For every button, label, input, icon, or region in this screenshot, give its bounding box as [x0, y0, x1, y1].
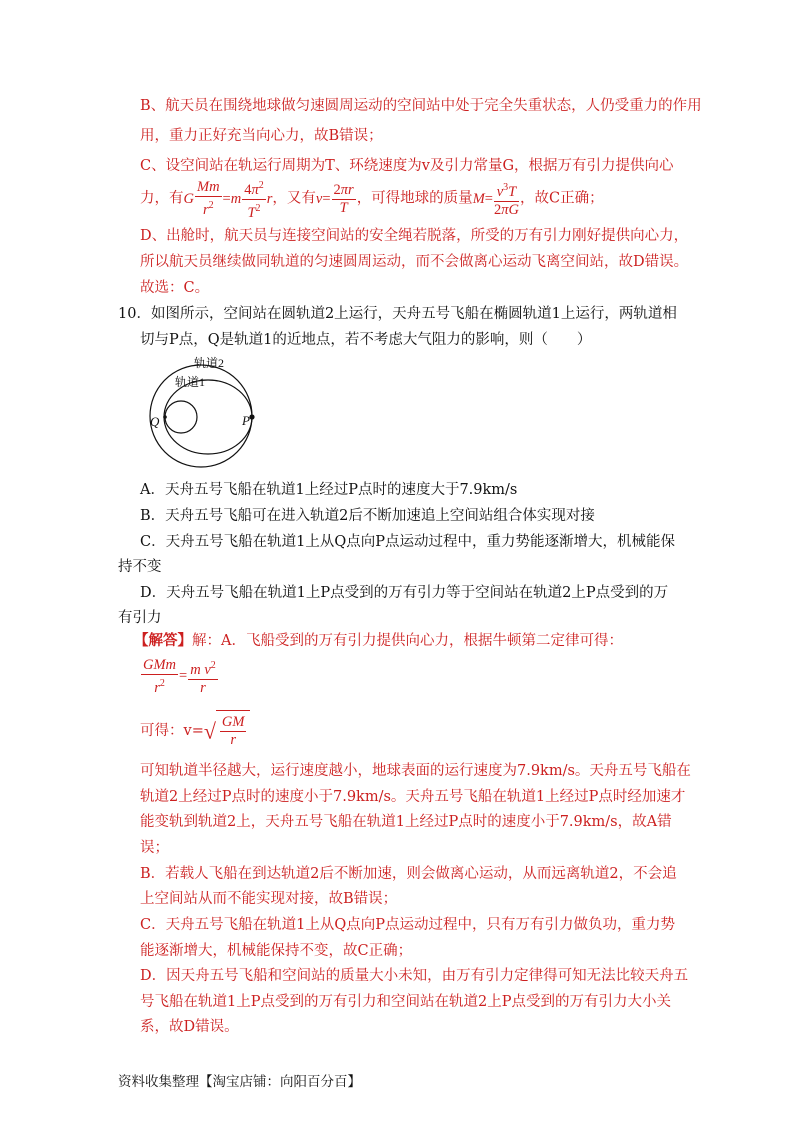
answer-c-formula-mid: ，又有 — [272, 190, 316, 207]
answer-a-intro — [134, 631, 623, 651]
speed-result-line — [140, 710, 250, 752]
question-line2: 切与P点，Q是轨道1的近地点，若不考虑大气阻力的影响，则（ ） — [140, 332, 592, 348]
option-d-line1: D．天舟五号飞船在轨道1上P点受到的万有引力等于空间站在轨道2上P点受到的万 — [140, 585, 669, 601]
orbit-1-label: 轨道1 — [175, 375, 206, 389]
mass-formula: M= $\frac{v^3T}{2\pi G}$ — [473, 191, 520, 207]
answer-c-formula-pre: 力，有 — [140, 190, 184, 207]
answer-c-q10-line2: 能逐渐增大，机械能保持不变，故C正确； — [140, 943, 413, 959]
option-a: A．天舟五号飞船在轨道1上经过P点时的速度大于7.9km/s — [140, 482, 518, 498]
answer-a-line1: 解：A．飞船受到的万有引力提供向心力，根据牛顿第二定律可得： — [192, 633, 623, 649]
answer-b-line1: B、航天员在围绕地球做匀速圆周运动的空间站中处于完全失重状态，人仍受重力的作用 — [140, 98, 702, 114]
q-label: Q — [150, 414, 160, 429]
answer-a-line2: 可知轨道半径越大，运行速度越小，地球表面的运行速度为7.9km/s。天舟五号飞船在 — [140, 763, 691, 779]
orbit-diagram — [138, 353, 264, 468]
velocity-formula: v= $\frac{2\pi r}{T}$ — [315, 181, 354, 216]
option-d-line2: 有引力 — [118, 610, 162, 626]
page-footer: 资料收集整理【淘宝店铺：向阳百分百】 — [118, 1074, 361, 1090]
answer-a-line5: 误； — [140, 840, 169, 856]
answer-c-formula-mid2: ，可得地球的质量 — [356, 190, 473, 207]
answer-d-line1: D、出舱时，航天员与连接空间站的安全绳若脱落，所受的万有引力刚好提供向心力， — [140, 228, 689, 244]
answer-kede: 可得：v= — [140, 722, 204, 739]
answer-d-q10-line3: 系，故D错误。 — [140, 1019, 239, 1035]
answer-tag: 【解答】 — [134, 632, 192, 649]
answer-a-line3: 轨道2上经过P点时的速度小于7.9km/s。天舟五号飞船在轨道1上经过P点时经加速才 — [140, 789, 686, 805]
answer-b-line2: 用，重力正好充当向心力，故B错误； — [140, 128, 383, 144]
point-p — [249, 414, 254, 419]
option-c-line2: 持不变 — [118, 559, 162, 575]
question-line1: 10．如图所示，空间站在圆轨道2上运行，天舟五号飞船在椭圆轨道1上运行，两轨道相 — [118, 306, 677, 322]
answer-a-line4: 能变轨到轨道2上，天舟五号飞船在轨道1上经过P点时的速度小于7.9km/s，故A错 — [140, 814, 672, 830]
answer-b-q10-line1: B．若载人飞船在到达轨道2后不断加速，则会做离心运动，从而远离轨道2，不会追 — [140, 866, 677, 882]
speed-sqrt-formula: √ $\frac{GM}{r}$ — [204, 710, 251, 752]
orbit-1-ellipse — [164, 380, 252, 454]
point-q — [163, 415, 167, 419]
newton-law-formula: $\frac{\text{GMm}}{r^2}$ = $\frac{m v^2}{r}$ — [143, 656, 216, 696]
answer-c-q10-line1: C．天舟五号飞船在轨道1上从Q点向P点运动过程中，只有万有引力做负功，重力势 — [140, 917, 675, 933]
answer-c-formula-line — [140, 177, 604, 222]
answer-choice: 故选：C。 — [140, 280, 210, 296]
answer-d-q10-line1: D．因天舟五号飞船和空间站的质量大小未知，由万有引力定律得可知无法比较天舟五 — [140, 968, 689, 984]
option-b: B．天舟五号飞船可在进入轨道2后不断加速追上空间站组合体实现对接 — [140, 508, 595, 524]
answer-c-formula-end: ，故C正确； — [519, 190, 604, 207]
answer-c-line1: C、设空间站在轨运行周期为T、环绕速度为v及引力常量G，根据万有引力提供向心 — [140, 158, 674, 174]
gravitation-formula: G $\frac{Mm}{r^2}$ =m $\frac{4\pi^2}{T^2}$ r — [184, 191, 273, 207]
option-c-line1: C．天舟五号飞船在轨道1上从Q点向P点运动过程中，重力势能逐渐增大，机械能保 — [140, 534, 675, 550]
p-label: P — [242, 413, 250, 428]
orbit-2-label: 轨道2 — [194, 356, 225, 370]
answer-b-q10-line2: 上空间站从而不能实现对接，故B错误； — [140, 891, 398, 907]
answer-d-q10-line2: 号飞船在轨道1上P点受到的万有引力和空间站在轨道2上P点受到的万有引力大小关 — [140, 994, 671, 1010]
answer-d-line2: 所以航天员继续做同轨道的匀速圆周运动，而不会做离心运动飞离空间站，故D错误。 — [140, 254, 689, 270]
earth-circle — [165, 401, 197, 433]
